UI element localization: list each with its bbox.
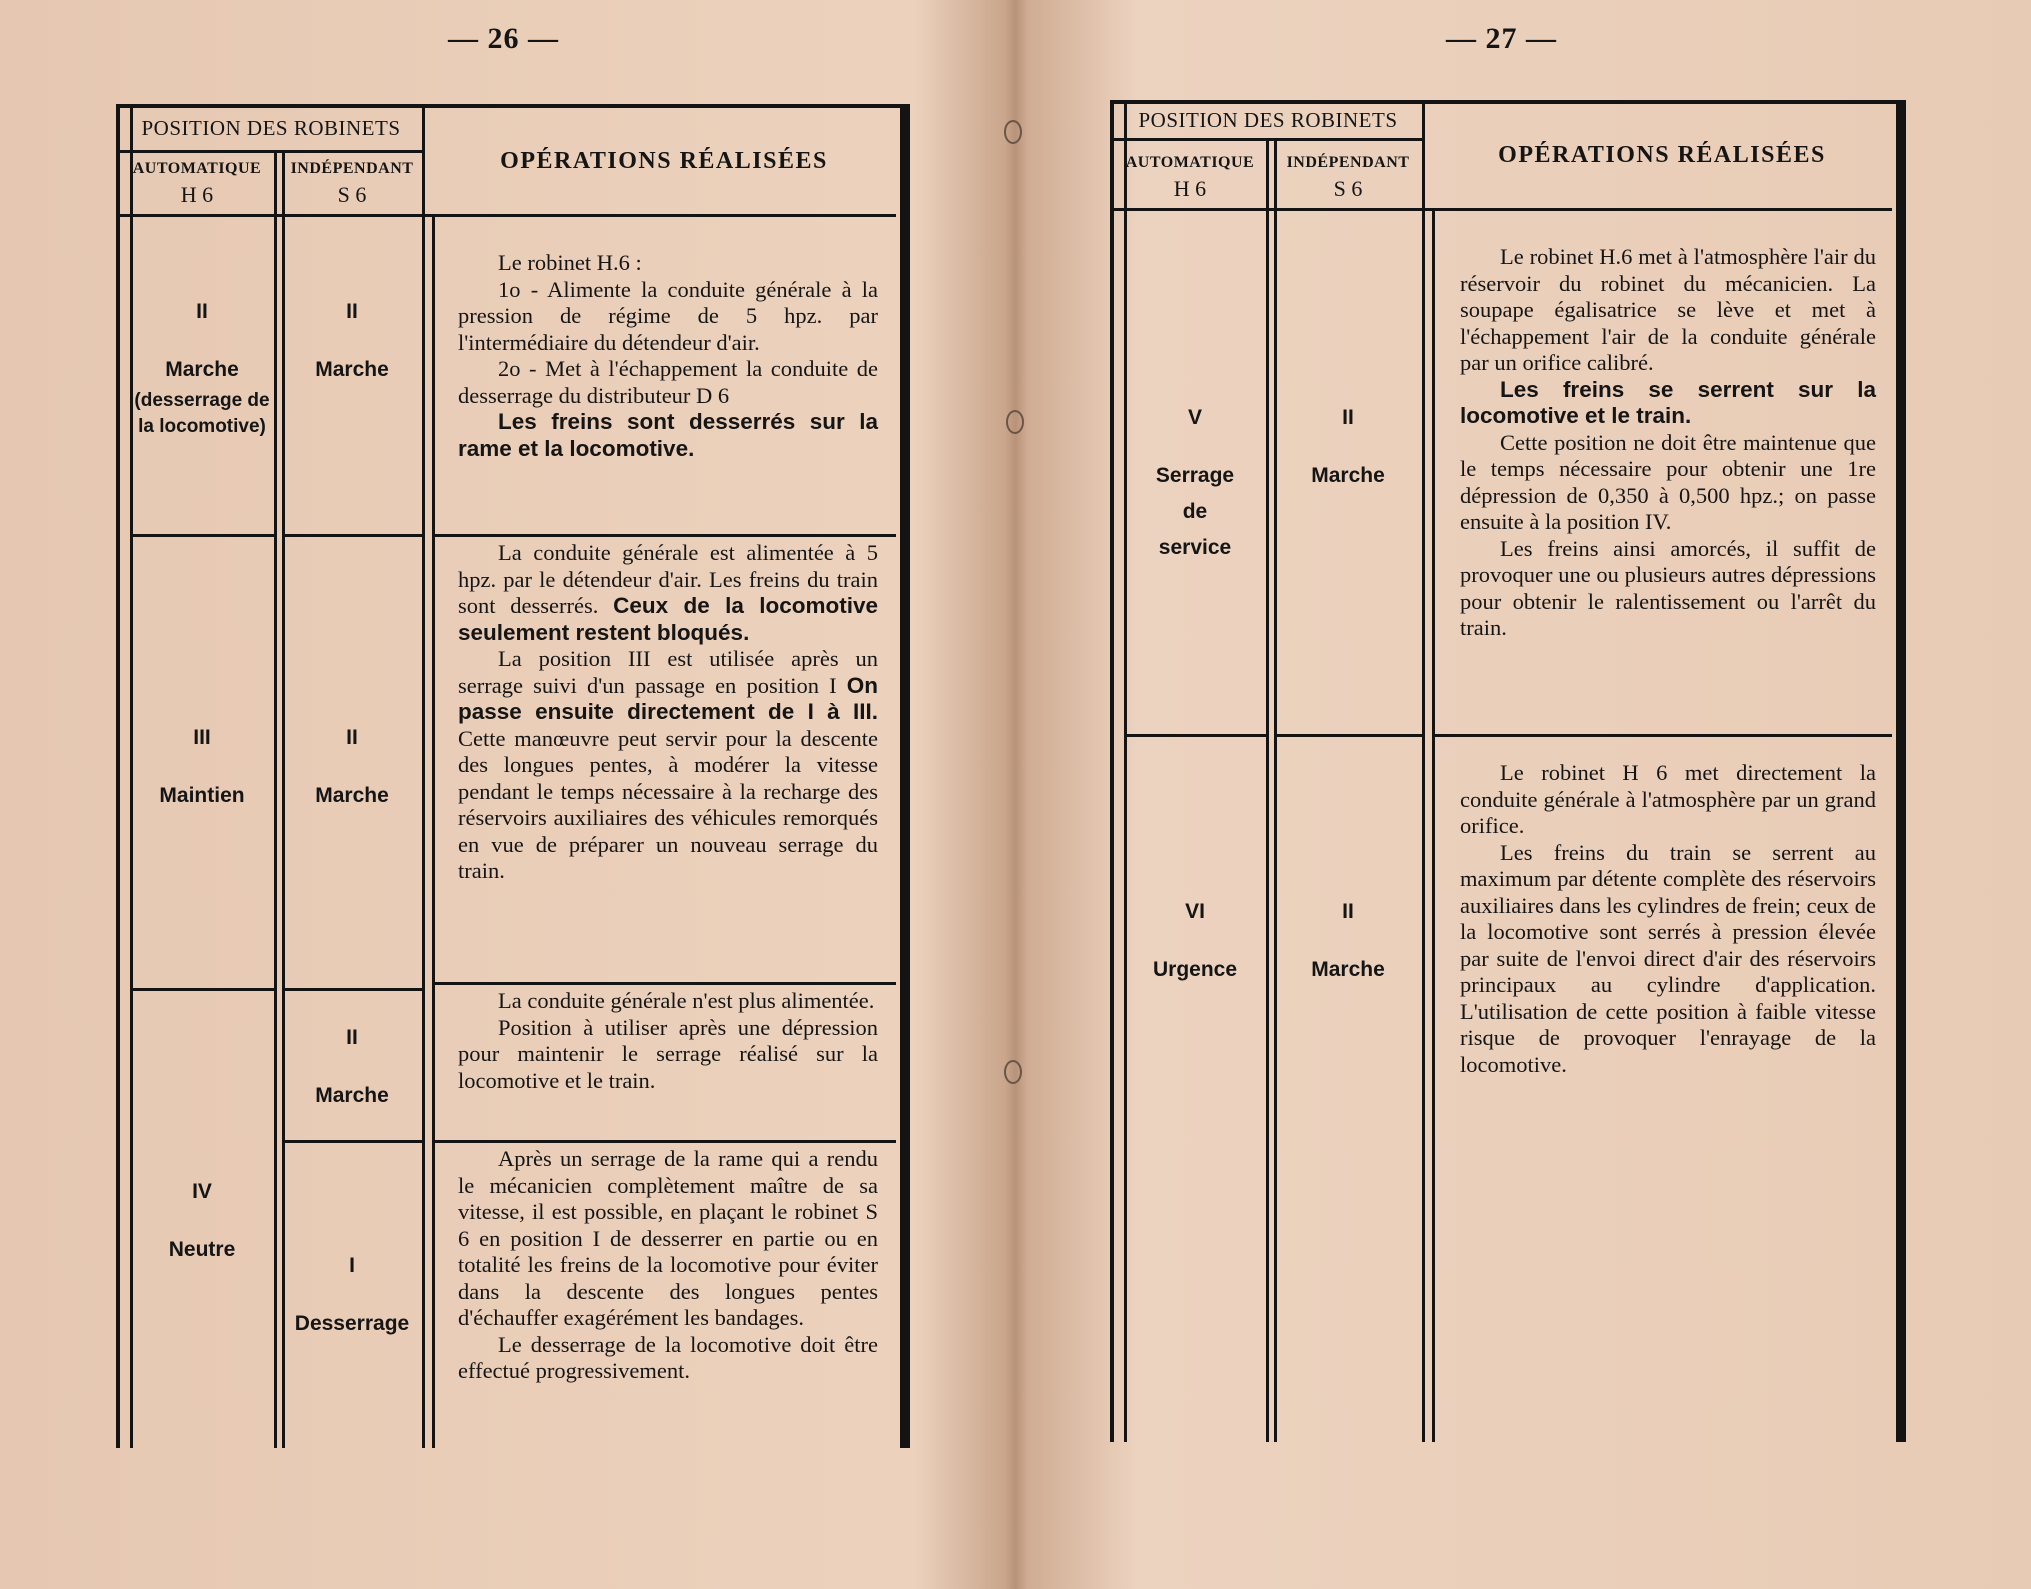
- independant-II-marche: [282, 720, 422, 814]
- table-inner-border: [1124, 104, 1127, 1442]
- operations-paragraph: Les freins ainsi amorcés, il suffit de provoquer une ou plusieurs autres dépressions pour obtenir le ralentissement ou l'arrêt du train.: [1460, 535, 1876, 640]
- position-name: Marche: [315, 358, 389, 381]
- independant-label: INDÉPENDANT: [290, 160, 414, 177]
- operations-emphasis: Les freins sont desserrés sur la rame et la locomotive.: [458, 409, 878, 461]
- position-IV-neutre: [130, 1174, 274, 1268]
- operations-paragraph: Cette position ne doit être maintenue que le temps nécessaire pour obtenir une 1re dépression de 0,350 à 0,500 hpz.; on passe ensuite à la position IV.: [1460, 429, 1876, 534]
- operations-text: [458, 988, 878, 1094]
- operations-text: [458, 250, 878, 462]
- position-name: Marche: [315, 784, 389, 807]
- automatique-value: H 6: [180, 182, 214, 207]
- header-automatique: [120, 160, 274, 208]
- header-independant: [282, 160, 422, 208]
- header-bottom-rule: [1114, 208, 1892, 211]
- operations-paragraph: Le robinet H 6 met directement la conduite générale à l'atmosphère par un grand orifice.: [1460, 760, 1876, 838]
- position-V-serrage-de-service: [1124, 400, 1266, 566]
- independant-label: INDÉPENDANT: [1286, 154, 1410, 171]
- column-divider: [1422, 104, 1425, 1442]
- position-name: service: [1158, 536, 1232, 559]
- row-divider: [1124, 734, 1266, 737]
- position-name: de: [1182, 500, 1208, 523]
- operations-paragraph: Après un serrage de la rame qui a rendu le mécanicien complètement maître de sa vitesse, il est possible, en plaçant le robinet S 6 en position I de desserrer en partie ou en totalité les freins de la locomotive pour éviter dans la descente des longues pentes d'échauffer exagérément les bandages.: [458, 1146, 878, 1330]
- independant-I-desserrage: [282, 1248, 422, 1342]
- row-divider: [130, 534, 274, 537]
- position-number: II: [346, 726, 358, 749]
- header-bottom-rule: [120, 214, 896, 217]
- right-page: [1021, 0, 2031, 1589]
- automatique-value: H 6: [1173, 176, 1207, 201]
- position-number: I: [349, 1254, 355, 1277]
- header-automatique: [1114, 154, 1266, 202]
- header-position-title: POSITION DES ROBINETS: [141, 116, 401, 140]
- position-name: Marche: [1311, 958, 1385, 981]
- operations-paragraph: Position à utiliser après une dépression pour maintenir le serrage réalisé sur la locomotive et le train.: [458, 1014, 878, 1093]
- position-name: Maintien: [159, 784, 245, 807]
- row-divider: [1432, 734, 1892, 737]
- operations-text: [458, 1146, 878, 1385]
- position-name: Marche: [315, 1084, 389, 1107]
- header-operations-title: OPÉRATIONS RÉALISÉES: [500, 148, 828, 174]
- column-divider: [1432, 208, 1435, 1442]
- position-name: Urgence: [1152, 958, 1238, 981]
- independant-II-marche: [282, 1020, 422, 1114]
- operations-paragraph: Le robinet H.6 met à l'atmosphère l'air du réservoir du robinet du mécanicien. La soupape égalisatrice se lève et met à l'échappement l'air de la conduite générale par un orifice calibré.: [1460, 244, 1876, 375]
- column-divider: [274, 150, 277, 1448]
- position-number: II: [346, 1026, 358, 1049]
- column-divider: [432, 214, 435, 1448]
- position-name: Serrage: [1155, 464, 1235, 487]
- automatique-label: AUTOMATIQUE: [132, 160, 262, 177]
- brake-positions-table: [116, 104, 904, 1448]
- operations-emphasis: On passe ensuite directement de I à III.: [458, 672, 879, 724]
- independant-value: S 6: [337, 182, 367, 207]
- position-number: II: [1342, 406, 1354, 429]
- independant-value: S 6: [1333, 176, 1363, 201]
- row-divider: [282, 1140, 422, 1143]
- operations-paragraph: 1o - Alimente la conduite générale à la pression de régime de 5 hpz. par l'intermédiaire du détendeur d'air.: [458, 276, 878, 355]
- brake-positions-table: [1110, 100, 1900, 1442]
- position-name: Marche: [165, 358, 239, 381]
- position-name: Marche: [1311, 464, 1385, 487]
- operations-text-run: La conduite générale est alimentée à 5 hpz. par le détendeur d'air. Les freins du train sont desserrés.: [458, 540, 878, 618]
- header-divider: [120, 150, 422, 153]
- column-divider: [422, 108, 425, 1448]
- page-number: — 26 —: [448, 22, 559, 55]
- operations-paragraph: La conduite générale n'est plus alimentée.: [498, 988, 875, 1013]
- position-note: (desserrage de la locomotive): [134, 390, 270, 437]
- operations-text-run: Cette manœuvre peut servir pour la descente des longues pentes, à modérer la vitesse pendant le temps nécessaire à la recharge des réservoirs auxiliaires des véhicules remorqués en vue de préparer un nouveau serrage du train.: [458, 725, 878, 883]
- position-number: III: [193, 726, 211, 749]
- position-VI-urgence: [1124, 894, 1266, 988]
- automatique-label: AUTOMATIQUE: [1125, 154, 1255, 171]
- operations-emphasis: Les freins se serrent sur la locomotive et le train.: [1460, 376, 1876, 428]
- left-page: [0, 0, 1010, 1589]
- operations-text-run: La position III est utilisée après un serrage suivi d'un passage en position I: [458, 646, 878, 698]
- column-divider: [1266, 138, 1269, 1442]
- operations-text: [1460, 244, 1876, 642]
- row-divider: [1274, 734, 1422, 737]
- page-number: — 27 —: [1446, 22, 1557, 55]
- position-III-maintien: [130, 720, 274, 814]
- position-number: IV: [192, 1180, 212, 1203]
- operations-paragraph: Les freins du train se serrent au maximum par détente complète des réservoirs auxiliaires dans les cylindres de frein; ceux de la locomotive sont serrés à pression élevée par suite de l'envoi direct d'air des réservoirs principaux au cylindre d'application. L'utilisation de cette position à faible vitesse risque de provoquer l'enrayage de la locomotive.: [1460, 839, 1876, 1077]
- row-divider: [432, 534, 896, 537]
- row-divider: [282, 988, 422, 991]
- position-name: Neutre: [168, 1238, 236, 1261]
- binding-stitch: [1004, 1060, 1022, 1084]
- row-divider: [432, 982, 896, 985]
- header-operations-title: OPÉRATIONS RÉALISÉES: [1498, 142, 1826, 168]
- position-name: Desserrage: [294, 1312, 410, 1335]
- operations-text: [1460, 760, 1876, 1078]
- operations-paragraph: Le desserrage de la locomotive doit être effectué progressivement.: [458, 1331, 878, 1383]
- operations-text: [458, 540, 878, 885]
- operations-paragraph: 2o - Met à l'échappement la conduite de desserrage du distributeur D 6: [458, 356, 878, 408]
- row-divider: [130, 988, 274, 991]
- position-number: V: [1187, 406, 1202, 429]
- position-number: VI: [1185, 900, 1205, 923]
- column-divider: [1274, 138, 1277, 1442]
- position-number: II: [346, 300, 358, 323]
- operations-emphasis: Ceux de la locomotive seulement restent bloqués.: [458, 593, 878, 645]
- position-number: II: [196, 300, 208, 323]
- independant-II-marche: [1274, 400, 1422, 494]
- independant-II-marche: [1274, 894, 1422, 988]
- position-number: II: [1342, 900, 1354, 923]
- header-independant: [1274, 154, 1422, 202]
- binding-stitch: [1004, 120, 1022, 144]
- row-divider: [432, 1140, 896, 1143]
- position-II-marche: [130, 294, 274, 440]
- independant-II-marche: [282, 294, 422, 388]
- header-position-title: POSITION DES ROBINETS: [1138, 108, 1398, 132]
- operations-paragraph: Le robinet H.6 :: [498, 250, 642, 275]
- row-divider: [282, 534, 422, 537]
